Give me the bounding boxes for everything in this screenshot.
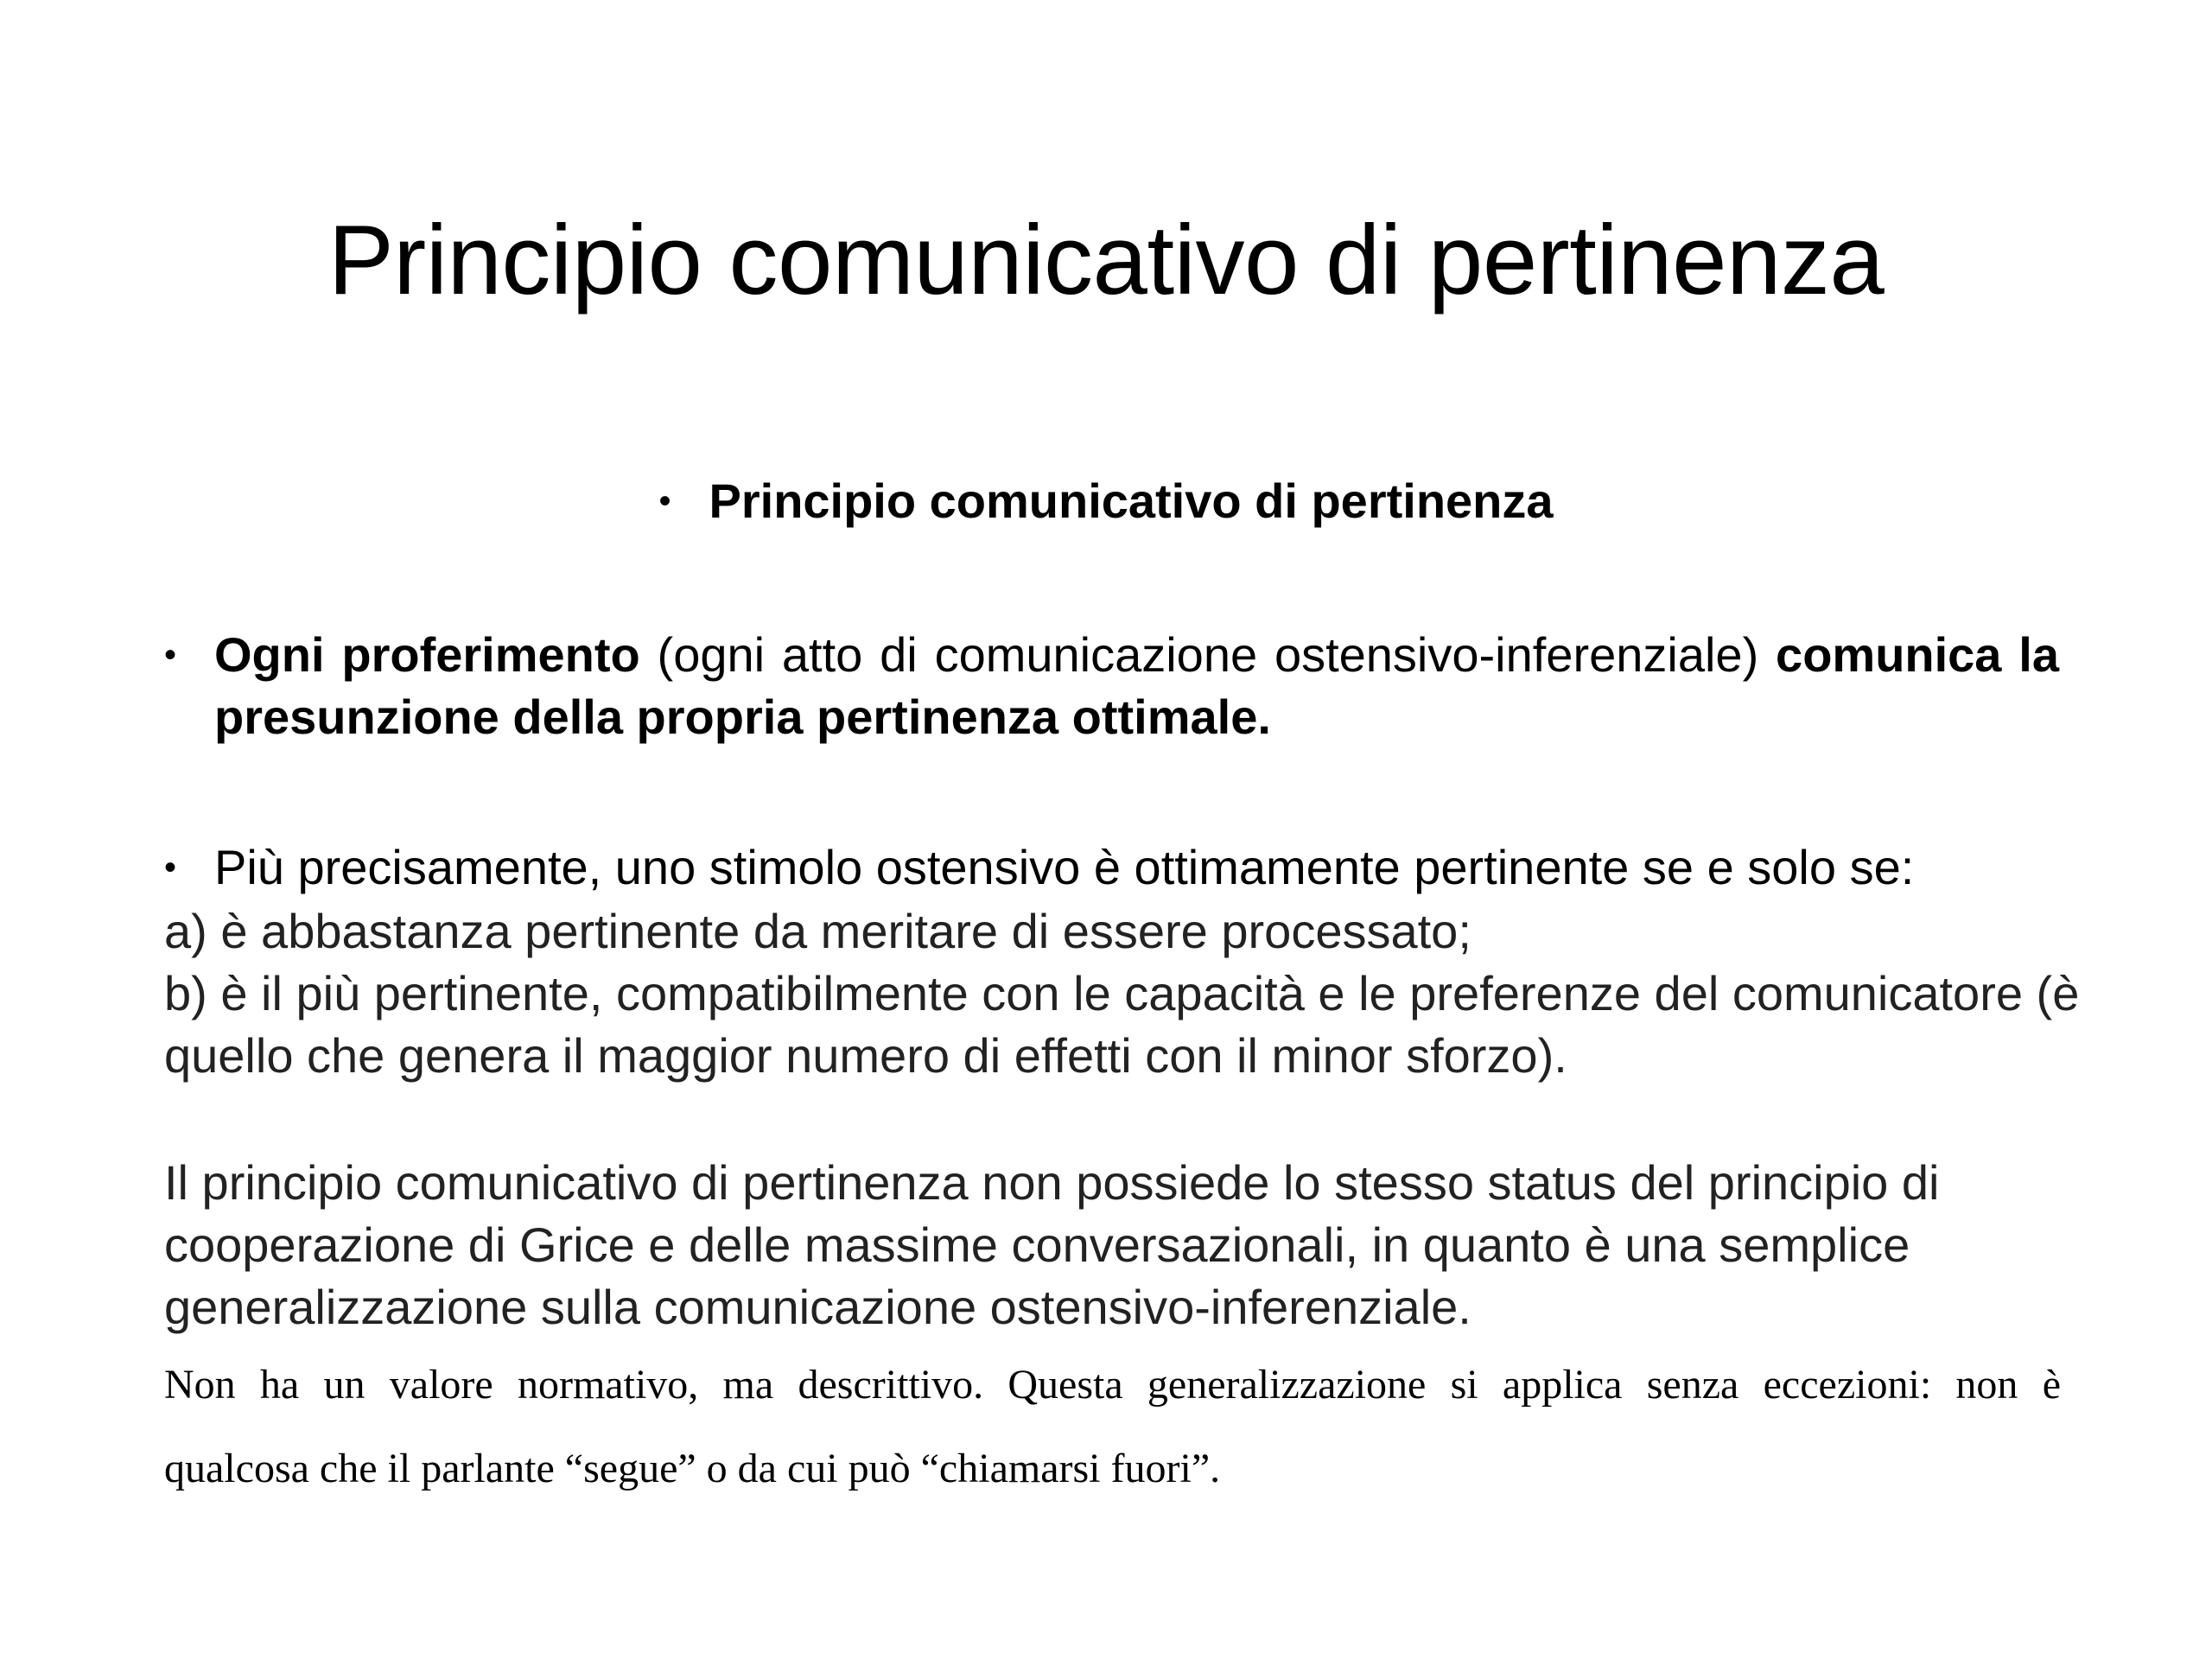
status-paragraph: Il principio comunicativo di pertinenza non possiede lo stesso status del principio di cooperazione di Grice e delle massime conversazionali, in quanto è una semplice generalizzazione sulla comunicazione ostensivo-inferenziale. [164, 1155, 1940, 1334]
note-line-2: qualcosa che il parlante “segue” o da cui può “chiamarsi fuori”. [164, 1446, 1221, 1491]
subtitle-text: Principio comunicativo di pertinenza [709, 474, 1554, 528]
condition-b: b) è il più pertinente, compatibilmente con le capacità e le preferenze del comunicatore (è quello che genera il maggior numero di effetti con il minor sforzo). [164, 966, 2080, 1083]
bullet2-text: Più precisamente, uno stimolo ostensivo è ottimamente pertinente se e solo se: [214, 840, 1915, 894]
condition-a: a) è abbastanza pertinente da meritare di essere processato; [164, 904, 1471, 958]
bullet-ogni-proferimento [164, 624, 2059, 748]
slide-title: Principio comunicativo di pertinenza [327, 206, 1885, 315]
bullet-dot: • [164, 636, 177, 674]
bullet1-middle: (ogni atto di comunicazione ostensivo-inferenziale) [639, 627, 1777, 682]
bullet-dot: • [658, 482, 671, 520]
bullet-piu-precisamente [164, 836, 2059, 899]
bullet-dot: • [164, 849, 177, 887]
note-line-1: Non ha un valore normativo, ma descrittivo. Questa generalizzazione si applica senza eccezioni: non è [164, 1362, 2061, 1408]
bullet1-lead: Ogni proferimento [214, 627, 640, 682]
subtitle-bullet [0, 471, 2212, 531]
bullet1-tail: comunica la presunzione della propria pertinenza ottimale. [214, 627, 2059, 744]
